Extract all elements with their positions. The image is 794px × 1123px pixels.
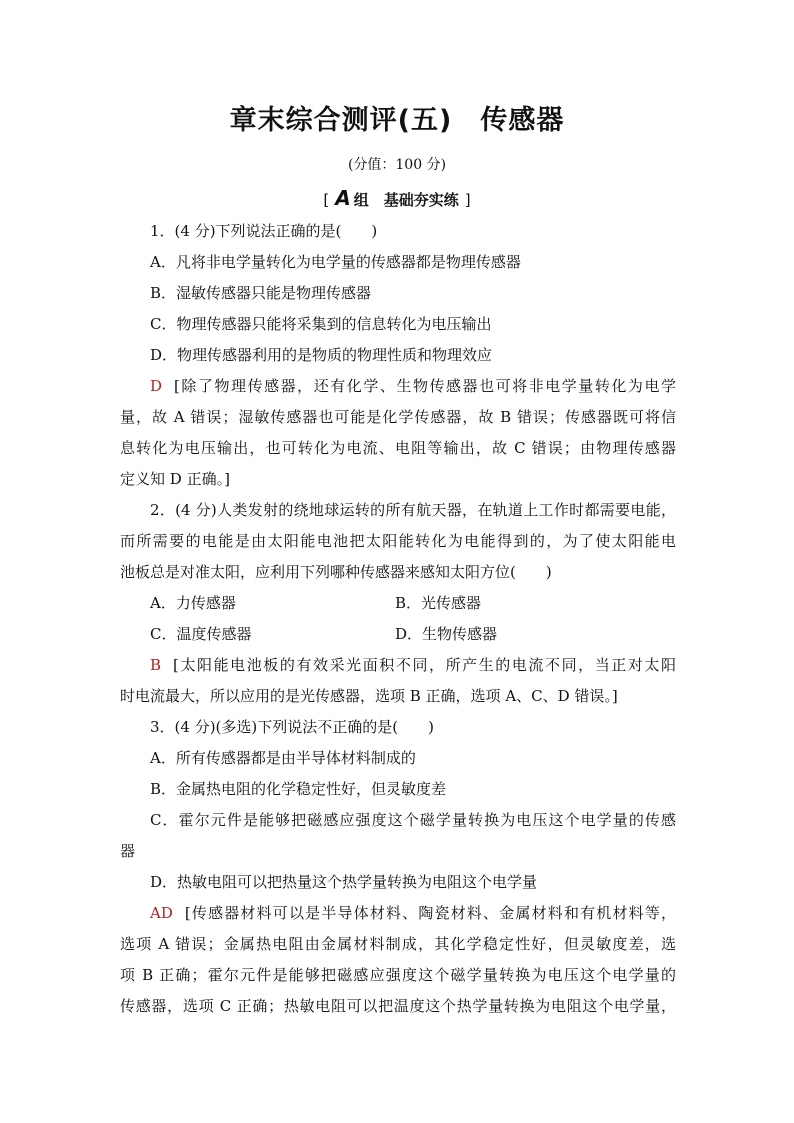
section-heading: [0, 186, 794, 210]
question-3-answer: AD: [150, 904, 173, 922]
question-1-explanation-line: D [除了物理传感器，还有化学、生物传感器也可将非电学量转化为电学: [150, 377, 676, 395]
question-1-explanation-line: 息转化为电压输出，也可转化为电流、电阻等输出，故 C 错误；由物理传感器: [120, 439, 676, 457]
question-2-options-row: [120, 588, 676, 619]
question-1-stem: 1．(4 分)下列说法正确的是( ): [150, 222, 378, 240]
question-1-option-b: B．湿敏传感器只能是物理传感器: [150, 284, 372, 302]
question-1-option-a: A．凡将非电学量转化为电学量的传感器都是物理传感器: [150, 253, 521, 271]
title-sub: 传感器: [480, 105, 565, 136]
question-3-option-b: B．金属热电阻的化学稳定性好，但灵敏度差: [150, 780, 447, 798]
question-2-answer: B: [150, 656, 162, 674]
question-2-option-b: B．光传感器: [395, 594, 482, 612]
question-3-explanation-line: 选项 A 错误；金属热电阻由金属材料制成，其化学稳定性好，但灵敏度差，选: [120, 935, 676, 953]
question-1-explanation-line: 量，故 A 错误；湿敏传感器也可能是化学传感器，故 B 错误；传感器既可将信: [120, 408, 676, 426]
question-2-stem-line: 而所需要的电能是由太阳能电池把太阳能转化为电能得到的，为了使太阳能电: [120, 532, 676, 550]
question-3-option-c-continued: 器: [120, 842, 136, 860]
page-title: [0, 98, 794, 137]
question-2-option-d: D．生物传感器: [395, 625, 498, 643]
group-mark: A: [335, 186, 351, 210]
question-2-stem-line: 池板总是对准太阳，应利用下列哪种传感器来感知太阳方位( ): [120, 563, 552, 581]
question-2-explanation-line: B [太阳能电池板的有效采光面积不同，所产生的电流不同，当正对太阳: [150, 656, 676, 674]
question-list: [120, 216, 676, 1022]
question-3-stem: 3．(4 分)(多选)下列说法不正确的是( ): [150, 718, 434, 736]
question-3-option-c: C．霍尔元件是能够把磁感应强度这个磁学量转换为电压这个电学量的传感: [150, 811, 676, 829]
title-main: 章末综合测评(五): [229, 105, 453, 136]
group-label: 组 基础夯实练: [353, 191, 459, 209]
question-1-explanation-line: 定义知 D 正确。]: [120, 470, 230, 488]
question-1-answer: D: [150, 377, 163, 395]
question-3-option-a: A．所有传感器都是由半导体材料制成的: [150, 749, 416, 767]
question-1-option-d: D．物理传感器利用的是物质的物理性质和物理效应: [150, 346, 493, 364]
question-2-option-c: C．温度传感器: [150, 625, 252, 643]
question-3-option-d: D．热敏电阻可以把热量这个热学量转换为电阻这个电学量: [150, 873, 538, 891]
question-2-option-a: A．力传感器: [150, 594, 236, 612]
question-3-explanation-line: AD [传感器材料可以是半导体材料、陶瓷材料、金属材料和有机材料等，: [150, 904, 676, 922]
question-2-stem-line: 2．(4 分)人类发射的绕地球运转的所有航天器，在轨道上工作时都需要电能，: [150, 501, 676, 519]
question-3-explanation-line: 项 B 正确；霍尔元件是能够把磁感应强度这个磁学量转换为电压这个电学量的: [120, 966, 676, 984]
score-note: (分值：100 分): [347, 157, 447, 173]
question-3-explanation-line: 传感器，选项 C 正确；热敏电阻可以把温度这个热学量转换为电阻这个电学量，: [120, 997, 676, 1015]
question-2-options-row: [120, 619, 676, 650]
question-2-explanation-line: 时电流最大，所以应用的是光传感器，选项 B 正确，选项 A、C、D 错误。]: [120, 687, 618, 705]
bracket-right: ]: [464, 191, 471, 209]
question-1-option-c: C．物理传感器只能将采集到的信息转化为电压输出: [150, 315, 492, 333]
bracket-left: [: [323, 191, 330, 209]
